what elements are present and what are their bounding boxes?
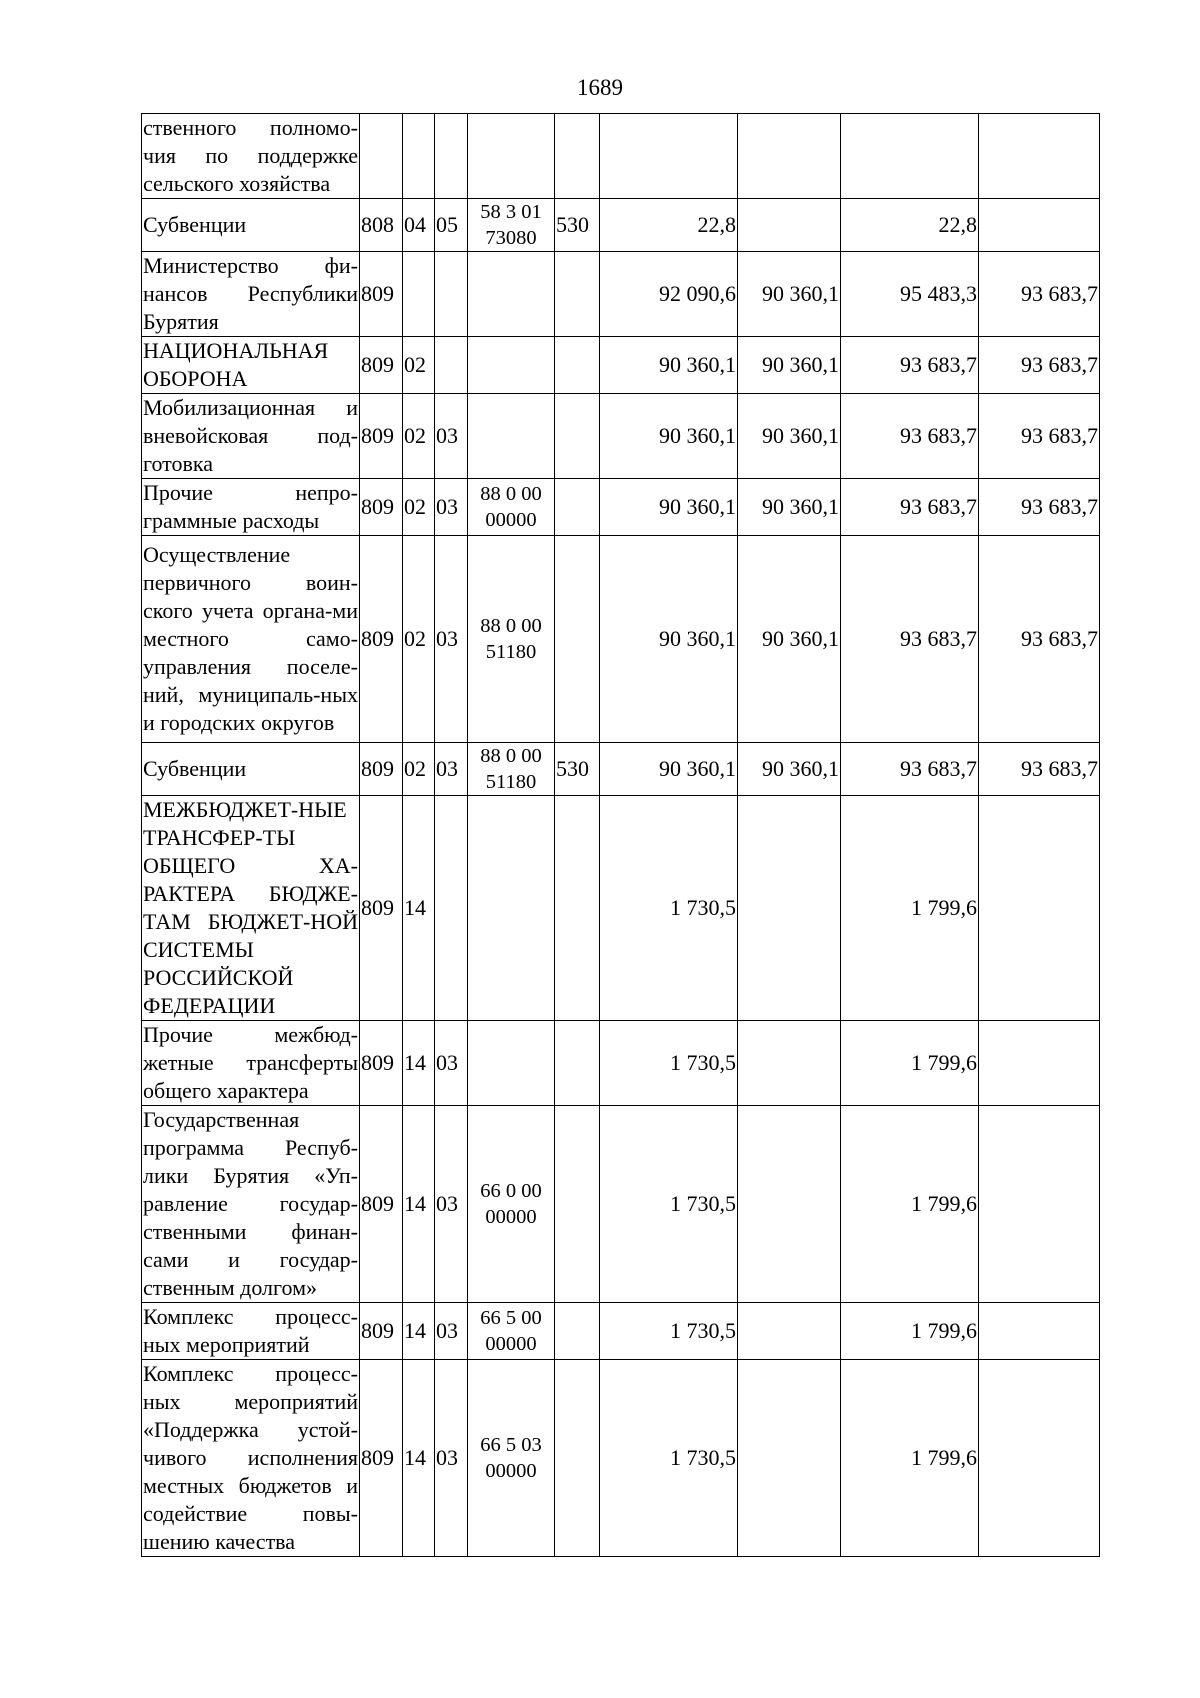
table-row [142,1303,1100,1360]
row-name: Прочие межбюд-жетные трансферты общего характера [142,1021,360,1106]
grbs-code: 809 [360,1106,403,1303]
section-code: 14 [403,1021,435,1106]
target-article-code [468,337,555,394]
sum-2 [738,796,841,1021]
sum-4: 93 683,7 [979,536,1100,743]
subsection-code: 03 [435,1303,468,1360]
grbs-code: 809 [360,796,403,1021]
grbs-code: 809 [360,394,403,479]
subsection-code: 03 [435,1106,468,1303]
expense-type-code [555,1360,600,1557]
sum-2 [738,199,841,252]
sum-2 [738,114,841,199]
table-row [142,796,1100,1021]
sum-3: 93 683,7 [841,479,979,536]
row-name: Государственная программа Респуб-лики Бурятия «Уп-равление государ-ственными финан-сами и государ-ственным долгом» [142,1106,360,1303]
sum-4 [979,1360,1100,1557]
row-name: Прочие непро-граммные расходы [142,479,360,536]
section-code: 02 [403,394,435,479]
sum-4: 93 683,7 [979,743,1100,796]
row-name: Комплекс процесс-ных мероприятий [142,1303,360,1360]
sum-3: 93 683,7 [841,743,979,796]
expense-type-code [555,1021,600,1106]
target-article-code: 58 3 01 73080 [468,199,555,252]
grbs-code: 809 [360,536,403,743]
target-article-code: 88 0 00 51180 [468,743,555,796]
sum-3 [841,114,979,199]
sum-2 [738,1303,841,1360]
sum-1: 90 360,1 [600,479,738,536]
page-number: 1689 [577,75,623,100]
row-name: Субвенции [142,199,360,252]
sum-1: 1 730,5 [600,1360,738,1557]
target-article-code: 66 5 00 00000 [468,1303,555,1360]
row-name: Осуществление первичного воин-ского учета органа-ми местного само-управления поселе-ний, муниципаль-ных и городских округов [142,536,360,743]
table-row [142,743,1100,796]
table-row [142,114,1100,199]
sum-2: 90 360,1 [738,394,841,479]
budget-table [141,113,1100,1557]
budget-table-body [142,114,1100,1557]
sum-2: 90 360,1 [738,536,841,743]
section-code: 02 [403,337,435,394]
grbs-code: 809 [360,252,403,337]
grbs-code [360,114,403,199]
table-row [142,479,1100,536]
sum-2 [738,1360,841,1557]
expense-type-code: 530 [555,743,600,796]
sum-3: 22,8 [841,199,979,252]
grbs-code: 808 [360,199,403,252]
sum-4 [979,1303,1100,1360]
row-name: МЕЖБЮДЖЕТ-НЫЕ ТРАНСФЕР-ТЫ ОБЩЕГО ХА-РАКТЕРА БЮДЖЕ-ТАМ БЮДЖЕТ-НОЙ СИСТЕМЫ РОССИЙСКОЙ ФЕДЕРАЦИИ [142,796,360,1021]
target-article-code [468,796,555,1021]
expense-type-code [555,1303,600,1360]
sum-4 [979,796,1100,1021]
section-code: 02 [403,743,435,796]
sum-1: 92 090,6 [600,252,738,337]
subsection-code: 05 [435,199,468,252]
expense-type-code [555,796,600,1021]
target-article-code: 88 0 00 51180 [468,536,555,743]
subsection-code: 03 [435,1021,468,1106]
expense-type-code [555,394,600,479]
sum-1: 22,8 [600,199,738,252]
section-code: 14 [403,1106,435,1303]
subsection-code [435,252,468,337]
sum-4 [979,199,1100,252]
section-code: 02 [403,479,435,536]
expense-type-code [555,1106,600,1303]
sum-1: 90 360,1 [600,337,738,394]
expense-type-code [555,337,600,394]
row-name: Министерство фи-нансов Республики Бурятия [142,252,360,337]
subsection-code [435,796,468,1021]
row-name: Мобилизационная и вневойсковая под-готовка [142,394,360,479]
sum-1: 1 730,5 [600,1106,738,1303]
sum-4: 93 683,7 [979,252,1100,337]
sum-3: 93 683,7 [841,337,979,394]
sum-2: 90 360,1 [738,743,841,796]
sum-1: 90 360,1 [600,743,738,796]
row-name: ственного полномо-чия по поддержке сельского хозяйства [142,114,360,199]
section-code: 04 [403,199,435,252]
sum-1: 90 360,1 [600,536,738,743]
sum-3: 95 483,3 [841,252,979,337]
sum-2 [738,1021,841,1106]
sum-4: 93 683,7 [979,394,1100,479]
grbs-code: 809 [360,1303,403,1360]
expense-type-code [555,252,600,337]
sum-2: 90 360,1 [738,479,841,536]
sum-3: 93 683,7 [841,536,979,743]
section-code [403,114,435,199]
sum-4: 93 683,7 [979,337,1100,394]
section-code: 14 [403,1360,435,1557]
expense-type-code [555,536,600,743]
target-article-code [468,252,555,337]
subsection-code: 03 [435,536,468,743]
grbs-code: 809 [360,1021,403,1106]
expense-type-code: 530 [555,199,600,252]
grbs-code: 809 [360,479,403,536]
subsection-code [435,114,468,199]
sum-3: 1 799,6 [841,796,979,1021]
target-article-code: 66 0 00 00000 [468,1106,555,1303]
table-row [142,1021,1100,1106]
target-article-code [468,1021,555,1106]
sum-1: 90 360,1 [600,394,738,479]
table-row [142,337,1100,394]
table-row [142,536,1100,743]
target-article-code: 88 0 00 00000 [468,479,555,536]
sum-3: 1 799,6 [841,1303,979,1360]
table-row [142,1106,1100,1303]
expense-type-code [555,479,600,536]
sum-1: 1 730,5 [600,1303,738,1360]
sum-2: 90 360,1 [738,337,841,394]
section-code: 14 [403,796,435,1021]
grbs-code: 809 [360,743,403,796]
target-article-code [468,114,555,199]
row-name: Комплекс процесс-ных мероприятий «Поддержка устой-чивого исполнения местных бюджетов и содействие повы-шению качества [142,1360,360,1557]
row-name: НАЦИОНАЛЬНАЯ ОБОРОНА [142,337,360,394]
sum-4 [979,114,1100,199]
subsection-code: 03 [435,743,468,796]
sum-3: 93 683,7 [841,394,979,479]
sum-3: 1 799,6 [841,1360,979,1557]
section-code: 14 [403,1303,435,1360]
table-row [142,394,1100,479]
table-row [142,1360,1100,1557]
sum-1: 1 730,5 [600,796,738,1021]
sum-1 [600,114,738,199]
subsection-code: 03 [435,479,468,536]
sum-3: 1 799,6 [841,1021,979,1106]
sum-4 [979,1106,1100,1303]
section-code: 02 [403,536,435,743]
target-article-code [468,394,555,479]
sum-4 [979,1021,1100,1106]
sum-2: 90 360,1 [738,252,841,337]
subsection-code: 03 [435,394,468,479]
expense-type-code [555,114,600,199]
table-row [142,252,1100,337]
table-row [142,199,1100,252]
section-code [403,252,435,337]
subsection-code: 03 [435,1360,468,1557]
row-name: Субвенции [142,743,360,796]
sum-1: 1 730,5 [600,1021,738,1106]
grbs-code: 809 [360,1360,403,1557]
sum-3: 1 799,6 [841,1106,979,1303]
subsection-code [435,337,468,394]
sum-4: 93 683,7 [979,479,1100,536]
sum-2 [738,1106,841,1303]
grbs-code: 809 [360,337,403,394]
target-article-code: 66 5 03 00000 [468,1360,555,1557]
